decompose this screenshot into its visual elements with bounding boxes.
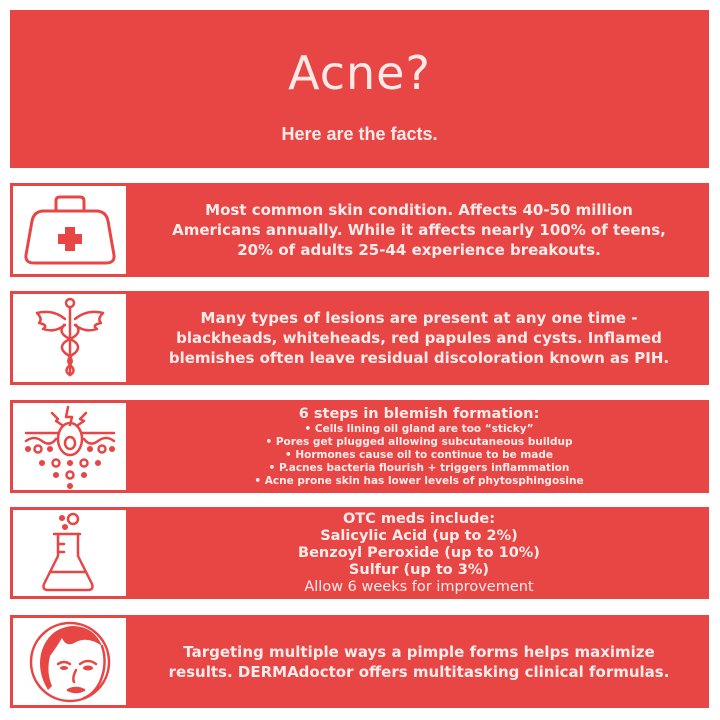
icon-frame xyxy=(10,400,129,493)
fact-row-formation-steps xyxy=(10,400,709,493)
bullet-item: • Hormones cause oil to continue to be made xyxy=(284,448,554,461)
fact-text xyxy=(129,183,709,277)
improvement-note: Allow 6 weeks for improvement xyxy=(304,578,534,595)
bullet-item: • Cells lining oil gland are too “sticky” xyxy=(304,422,534,435)
header-banner xyxy=(10,10,709,168)
caduceus-icon xyxy=(29,297,111,379)
fact-text xyxy=(129,400,709,493)
page-title: Acne? xyxy=(288,46,431,100)
bullet-item: • Acne prone skin has lower levels of phytosphingosine xyxy=(254,474,584,487)
fact-row-dermadoctor xyxy=(10,615,709,708)
medical-bag-icon xyxy=(22,193,118,267)
med-item: Salicylic Acid (up to 2%) xyxy=(320,527,518,544)
flask-icon xyxy=(40,512,100,594)
fact-line: Most common skin condition. Affects 40-50 million xyxy=(205,201,633,219)
fact-text xyxy=(129,507,709,599)
fact-row-lesions xyxy=(10,291,709,385)
icon-frame xyxy=(10,507,129,599)
med-item: Benzoyl Peroxide (up to 10%) xyxy=(298,544,540,561)
fact-line: 20% of adults 25-44 experience breakouts. xyxy=(237,241,601,259)
fact-row-otc-meds xyxy=(10,507,709,599)
fact-line: Targeting multiple ways a pimple forms helps maximize xyxy=(183,642,655,661)
fact-line: Americans annually. While it affects nearly 100% of teens, xyxy=(172,221,666,239)
med-item: Sulfur (up to 3%) xyxy=(348,561,490,578)
icon-frame xyxy=(10,615,129,708)
section-heading: OTC meds include: xyxy=(342,510,496,527)
fact-text xyxy=(129,291,709,385)
skin-pore-icon xyxy=(22,405,118,489)
icon-frame xyxy=(10,291,129,385)
fact-text xyxy=(129,615,709,708)
fact-line: Many types of lesions are present at any one time - xyxy=(200,309,638,327)
fact-line: blackheads, whiteheads, red papules and cysts. Inflamed xyxy=(176,329,662,347)
page-subtitle: Here are the facts. xyxy=(281,124,438,144)
section-heading: 6 steps in blemish formation: xyxy=(298,405,540,422)
fact-line: blemishes often leave residual discoloration known as PIH. xyxy=(168,349,670,367)
fact-row-prevalence xyxy=(10,183,709,277)
icon-frame xyxy=(10,183,129,277)
fact-line: results. DERMAdoctor offers multitasking clinical formulas. xyxy=(168,662,670,681)
bullet-item: • P.acnes bacteria flourish + triggers inflammation xyxy=(268,461,570,474)
woman-face-icon xyxy=(28,620,112,704)
bullet-item: • Pores get plugged allowing subcutaneous buildup xyxy=(265,435,573,448)
